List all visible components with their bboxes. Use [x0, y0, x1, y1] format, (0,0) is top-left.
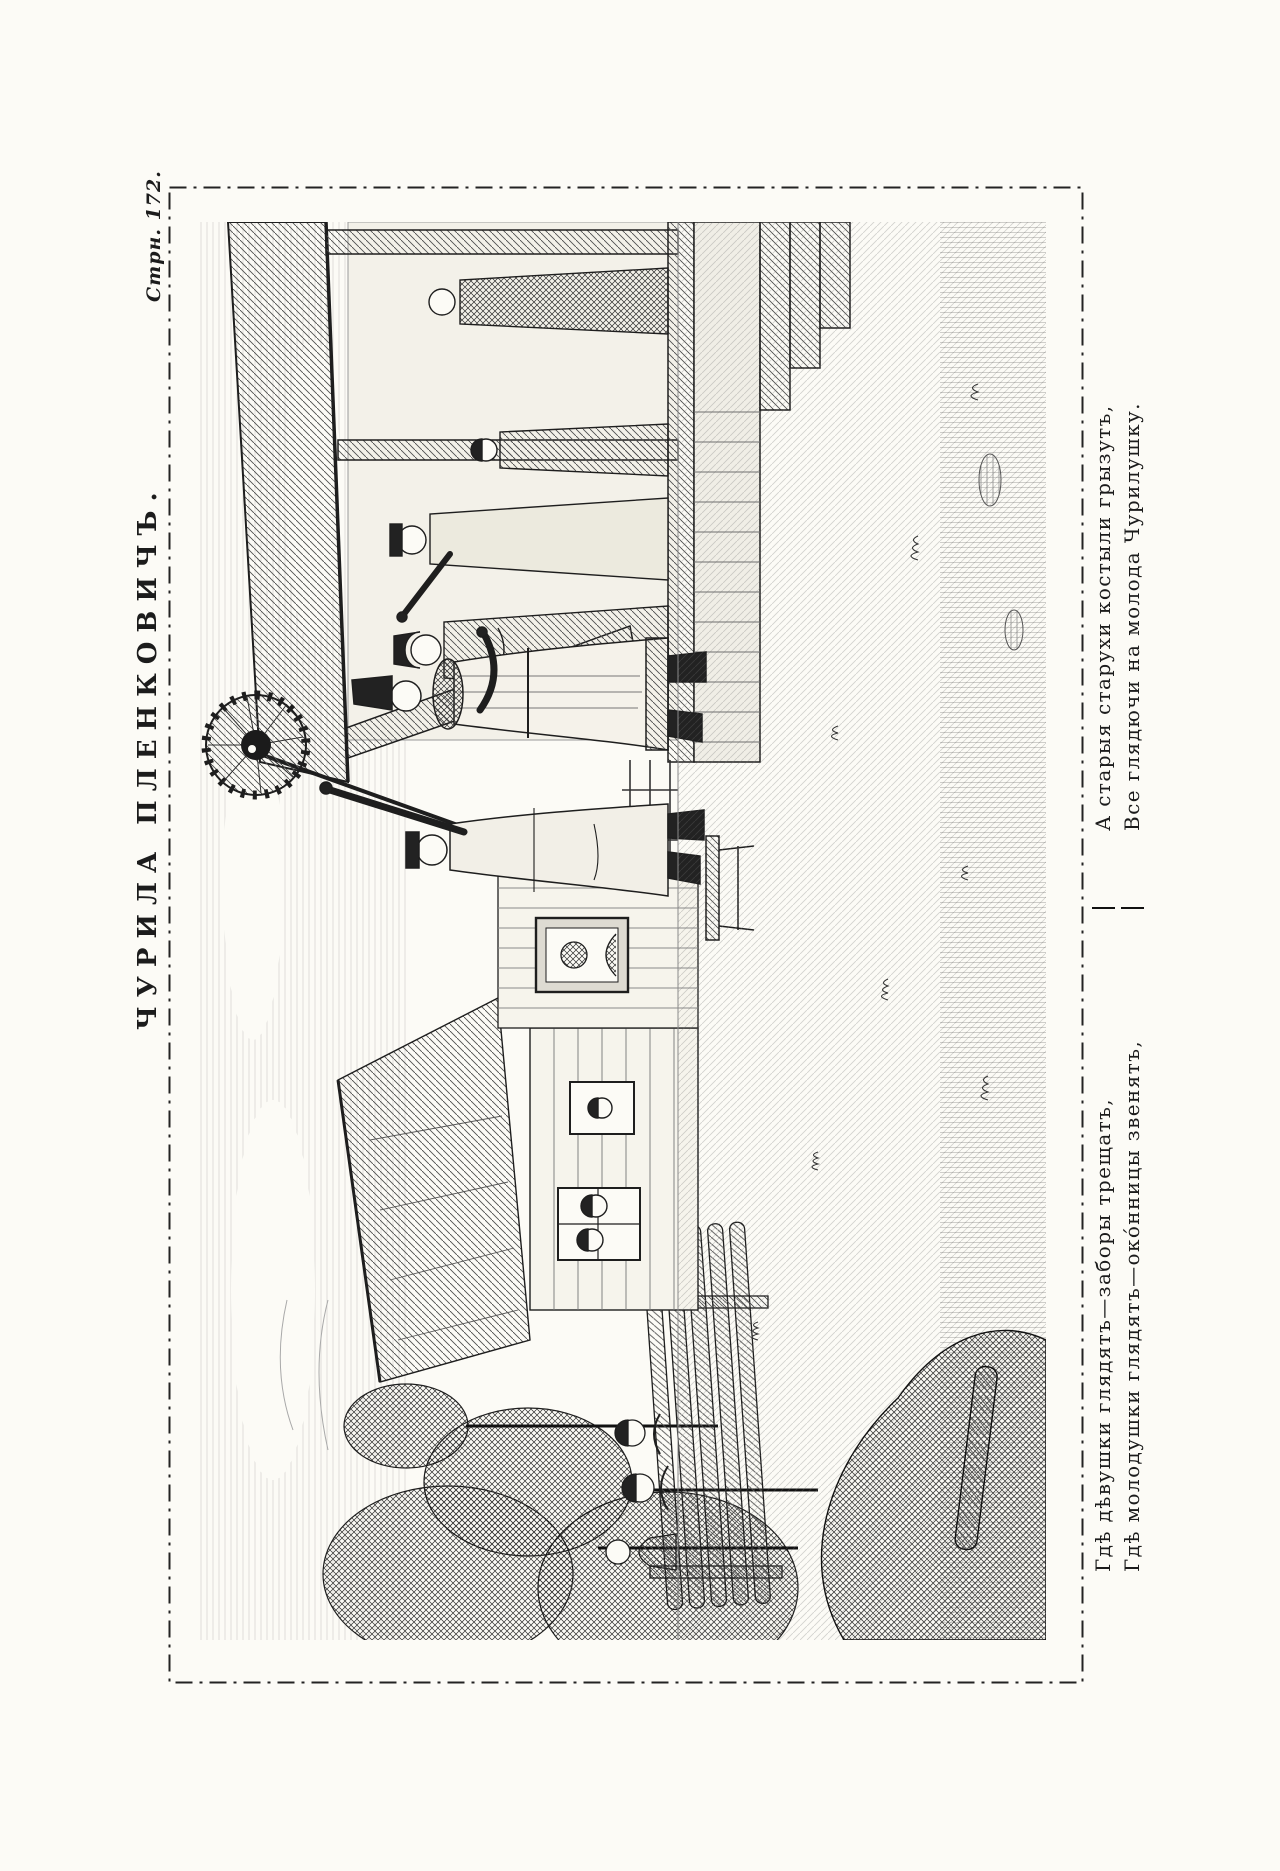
caption-line: Гдѣ дѣвушки глядятъ—заборы трещатъ,	[1091, 1097, 1115, 1572]
izba-house	[338, 998, 698, 1382]
caption-line: Гдѣ молодушки глядятъ—окóнницы звенятъ,	[1120, 1039, 1144, 1572]
caption-line: Все глядючи на молода Чурилушку.	[1120, 402, 1144, 831]
caption-line: А старыя старухи костыли грызутъ,	[1091, 404, 1115, 831]
plate-title: ЧУРИЛА ПЛЕНКОВИЧЪ.	[133, 483, 163, 1030]
caption-divider	[1092, 907, 1115, 909]
page-reference: Стрн. 172.	[143, 170, 165, 302]
caption-divider	[1121, 907, 1144, 909]
peacock-fan	[206, 695, 306, 795]
engraving-illustration	[198, 222, 1046, 1640]
